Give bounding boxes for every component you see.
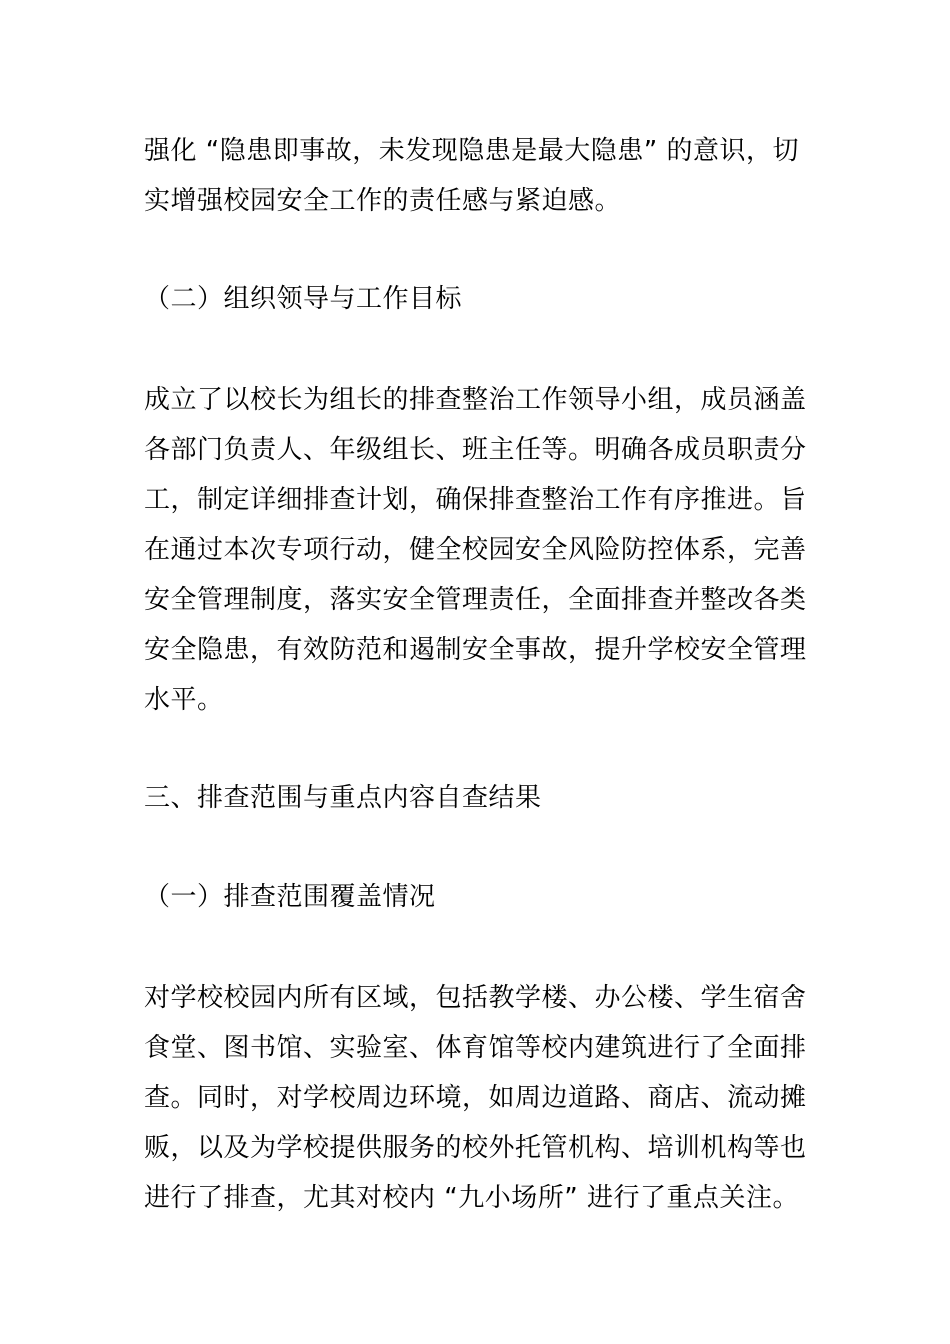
paragraph-line: 进行了排查，尤其对校内 “九小场所” 进行了重点关注。 [144, 1183, 799, 1213]
paragraph-scope-details [144, 973, 814, 1223]
heading-organization-goals: （二）组织领导与工作目标 [144, 284, 463, 314]
paragraph-leadership-group [144, 375, 814, 725]
paragraph-line: 各部门负责人、年级组长、班主任等。明确各成员职责分 [144, 435, 807, 465]
paragraph-line: 安全隐患，有效防范和遏制安全事故，提升学校安全管理 [144, 635, 807, 665]
paragraph-line: 在通过本次专项行动，健全校园安全风险防控体系，完善 [144, 535, 807, 565]
paragraph-line: 食堂、图书馆、实验室、体育馆等校内建筑进行了全面排 [144, 1033, 807, 1063]
paragraph-line: 对学校校园内所有区域，包括教学楼、办公楼、学生宿舍 [144, 983, 807, 1013]
heading-section-three: 三、排查范围与重点内容自查结果 [144, 783, 542, 813]
paragraph-line: 安全管理制度，落实安全管理责任，全面排查并整改各类 [144, 585, 807, 615]
paragraph-line: 强化 “隐患即事故，未发现隐患是最大隐患” 的意识，切 [144, 136, 799, 166]
paragraph-line: 工，制定详细排查计划，确保排查整治工作有序推进。旨 [144, 485, 807, 515]
paragraph-line: 成立了以校长为组长的排查整治工作领导小组，成员涵盖 [144, 385, 807, 415]
paragraph-line: 贩，以及为学校提供服务的校外托管机构、培训机构等也 [144, 1133, 807, 1163]
paragraph-line: 实增强校园安全工作的责任感与紧迫感。 [144, 186, 622, 216]
paragraph-safety-awareness [144, 126, 814, 226]
heading-scope-coverage: （一）排查范围覆盖情况 [144, 882, 436, 912]
paragraph-line: 查。同时，对学校周边环境，如周边道路、商店、流动摊 [144, 1083, 807, 1113]
paragraph-line: 水平。 [144, 685, 224, 715]
